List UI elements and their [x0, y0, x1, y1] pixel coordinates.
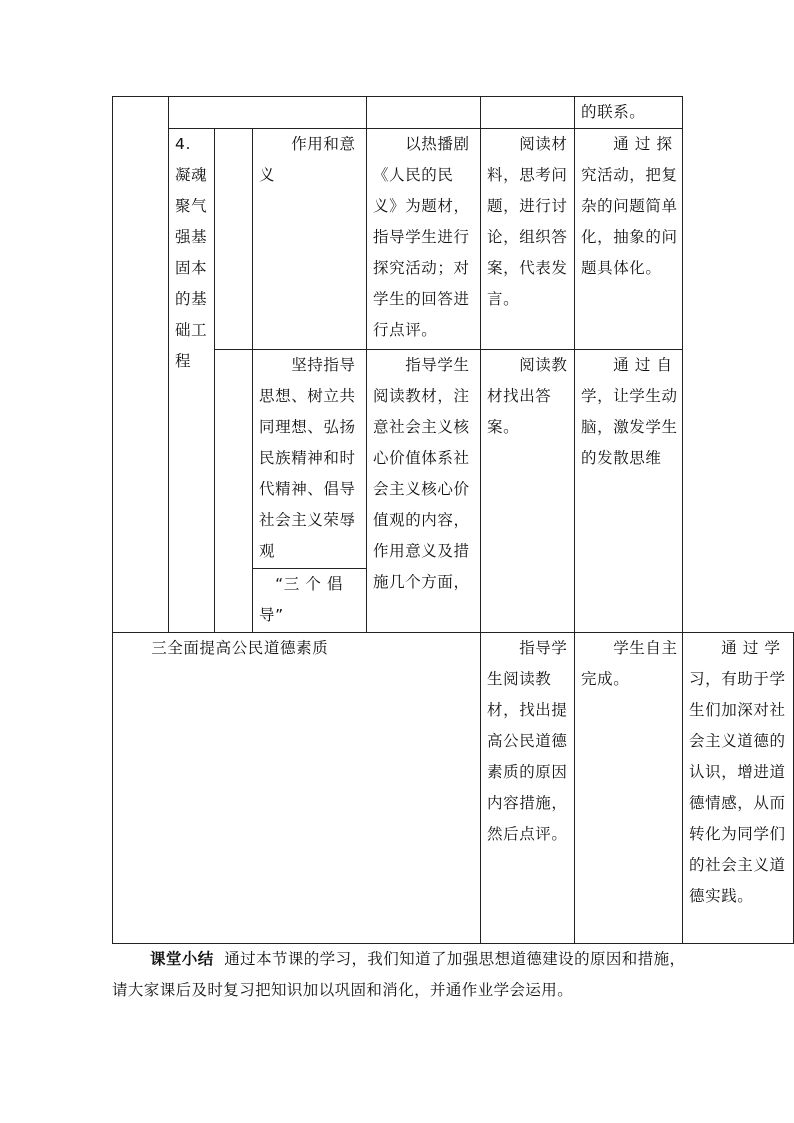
teacher-activity-cell: 以热播剧《人民的民义》为题材，指导学生进行探究活动；对学生的回答进行点评。 [367, 129, 481, 350]
content-sub-cell: “三 个 倡导” [253, 569, 367, 633]
teacher-activity-cell: 指导学生阅读教材，注意社会主义核心价值体系社会主义核心价值观的内容，作用意义及措施几个方面， [367, 350, 481, 633]
methods-cell: 的联系。 [575, 97, 683, 129]
summary-label: 课堂小结 [150, 950, 214, 968]
table-row [113, 633, 794, 944]
outer-blank-cell [113, 97, 169, 633]
table-row [113, 97, 794, 129]
content-cell: 坚持指导思想、树立共同理想、弘扬民族精神和时代精神、倡导社会主义荣辱观 [253, 350, 367, 569]
content-cell: 作用和意义 [253, 129, 367, 350]
table-row [113, 129, 794, 350]
section-3-title: 三全面提高公民道德素质 [113, 633, 481, 944]
blank-cell [481, 97, 575, 129]
design-intent-cell: 通 过 探究活动，把复杂的问题简单化，抽象的问题具体化。 [575, 129, 683, 350]
teacher-activity-cell: 指导学生阅读教材，找出提高公民道德素质的原因内容措施，然后点评。 [481, 633, 575, 944]
blank-cell [169, 97, 367, 129]
summary-spacer [214, 950, 225, 968]
student-activity-cell: 阅读教材找出答案。 [481, 350, 575, 633]
blank-cell [215, 129, 253, 350]
student-activity-cell: 阅读材料，思考问题，进行讨论，组织答案，代表发言。 [481, 129, 575, 350]
class-summary-paragraph [112, 944, 686, 1006]
table-row [113, 350, 794, 569]
summary-text: 通过本节课的学习，我们知道了加强思想道德建设的原因和措施，请大家课后及时复习把知识加以巩固和消化，并通作业学会运用。 [112, 950, 686, 999]
blank-cell [215, 350, 253, 633]
design-intent-cell: 通 过 自学，让学生动脑，激发学生的发散思维 [575, 350, 683, 633]
student-activity-cell: 学生自主完成。 [575, 633, 683, 944]
lesson-plan-table [112, 96, 794, 944]
design-intent-cell: 通 过 学习，有助于学生们加深对社会主义道德的认识，增进道德情感，从而转化为同学们的社会主义道德实践。 [683, 633, 794, 944]
section-4-title: 4. 凝魂聚气强基固本的基础工程 [169, 129, 215, 633]
blank-cell [367, 97, 481, 129]
